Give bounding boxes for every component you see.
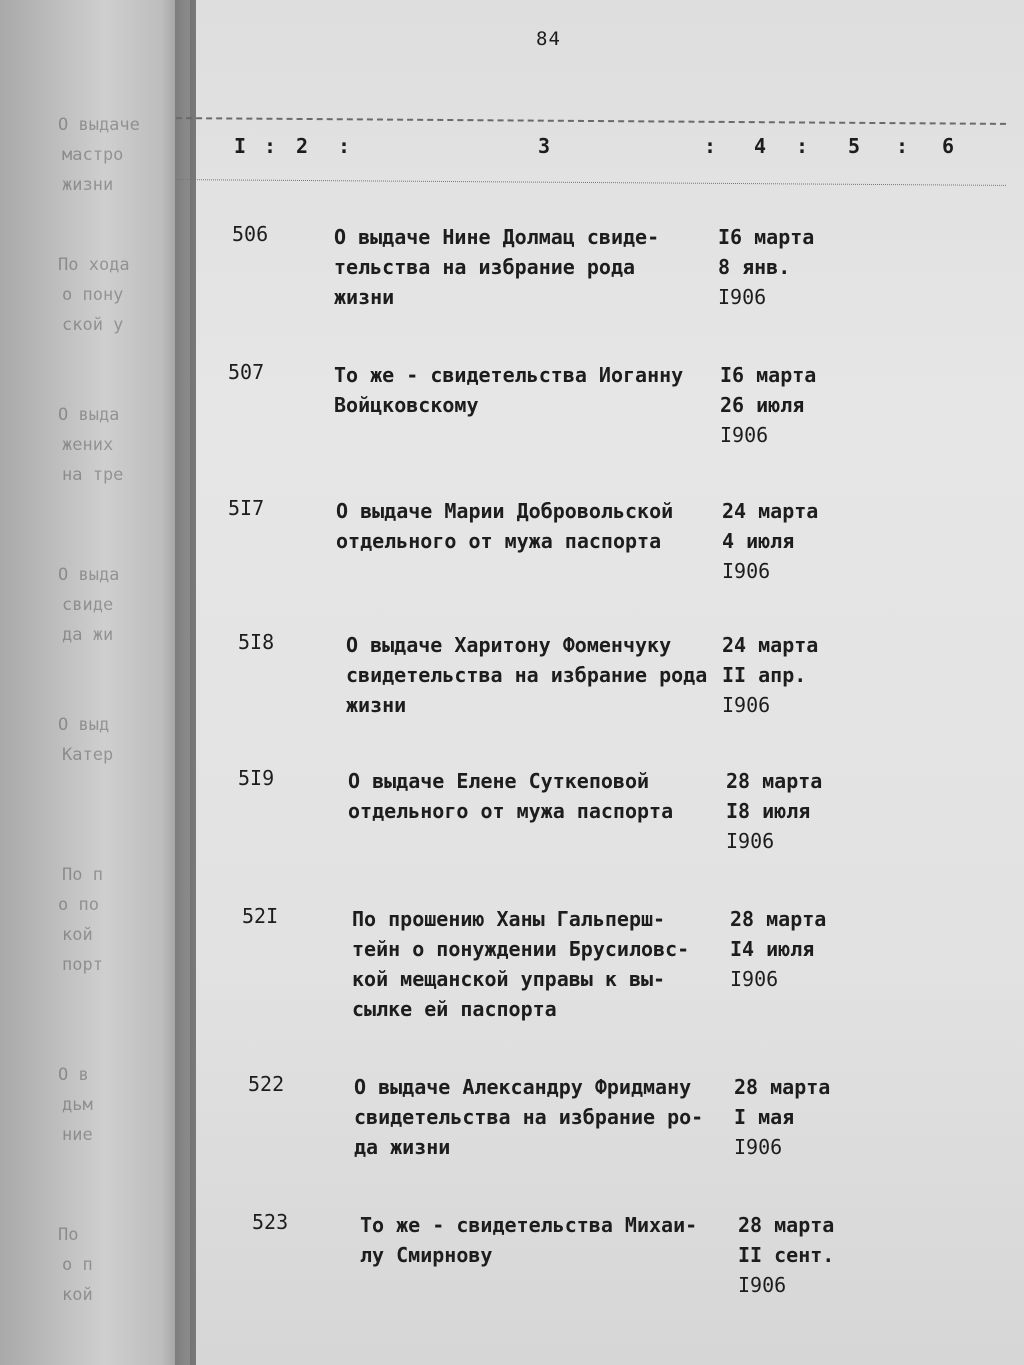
case-dates [718,222,858,312]
start-date: I6 марта [720,363,817,387]
start-date: 28 марта [730,907,827,931]
facing-page-text: По [58,1225,79,1245]
col-4-label: 4 [754,134,767,158]
case-dates [722,496,862,586]
col-6-label: 6 [942,134,955,158]
end-date: I4 июля [730,937,815,961]
case-number: 5I7 [228,496,265,520]
case-description: То же - свидетельства Иоганну Войцковскому [334,363,684,417]
case-description: По прошению Ханы Гальперш- тейн о понуждении Брусиловс- кой мещанской управы к вы- сылке ей паспорта [352,907,690,1021]
case-dates [722,630,862,720]
start-date: I6 марта [718,225,815,249]
facing-page-text: о пону [62,285,124,305]
facing-page-text: мастро [62,145,124,165]
end-date: 4 июля [722,529,795,553]
facing-page-text: свиде [62,595,114,615]
facing-page-text: О выд [58,715,110,735]
end-date: 26 июля [720,393,805,417]
case-number: 5I9 [238,766,275,790]
facing-page-text: жених [62,435,114,455]
col-5-label: 5 [848,134,861,158]
col-sep: : [796,134,809,158]
facing-page-text: ской у [62,315,124,335]
page-number: 84 [536,28,561,50]
col-sep: : [338,134,351,158]
case-dates [730,904,870,994]
facing-page-text: О выда [58,405,120,425]
case-number: 5I8 [238,630,275,654]
end-date: I8 июля [726,799,811,823]
facing-page-text: По п [62,865,103,885]
header-rule-bottom [176,179,1006,186]
facing-page-text: о по [58,895,99,915]
document-page [196,0,1024,1365]
facing-page-text: порт [62,955,103,975]
case-number: 507 [228,360,265,384]
year: I906 [734,1135,783,1159]
start-date: 28 марта [734,1075,831,1099]
case-number: 523 [252,1210,289,1234]
case-description: О выдаче Елене Суткеповой отдельного от мужа паспорта [348,769,674,823]
col-sep: : [896,134,909,158]
col-2-label: 2 [296,134,309,158]
col-sep: : [704,134,717,158]
facing-page-text: По хода [58,255,130,275]
year: I906 [718,285,767,309]
case-description: О выдаче Александру Фридману свидетельства на избрание ро- да жизни [354,1075,704,1159]
facing-page-text: Катер [62,745,114,765]
facing-page-text: кой [62,925,93,945]
header-rule-top [176,117,1006,125]
year: I906 [730,967,779,991]
facing-page [0,0,190,1365]
end-date: II апр. [722,663,807,687]
end-date: I мая [734,1105,795,1129]
year: I906 [726,829,775,853]
case-number: 506 [232,222,269,246]
end-date: 8 янв. [718,255,791,279]
facing-page-text: да жи [62,625,114,645]
facing-page-text: жизни [62,175,114,195]
col-sep: : [264,134,277,158]
year: I906 [738,1273,787,1297]
facing-page-text: на тре [62,465,124,485]
start-date: 24 марта [722,633,819,657]
case-dates [726,766,866,856]
year: I906 [722,693,771,717]
case-dates [720,360,860,450]
facing-page-text: О выда [58,565,120,585]
case-description: О выдаче Харитону Фоменчуку свидетельства на избрание рода жизни [346,633,708,717]
case-description: О выдаче Марии Добровольской отдельного от мужа паспорта [336,499,674,553]
facing-page-text: дьм [62,1095,93,1115]
start-date: 28 марта [726,769,823,793]
facing-page-text: О в [58,1065,89,1085]
facing-page-text: ние [62,1125,93,1145]
col-3-label: 3 [538,134,551,158]
case-number: 52I [242,904,279,928]
end-date: II сент. [738,1243,835,1267]
case-dates [738,1210,878,1300]
year: I906 [722,559,771,583]
start-date: 24 марта [722,499,819,523]
year: I906 [720,423,769,447]
case-description: То же - свидетельства Михаи- лу Смирнову [360,1213,698,1267]
facing-page-text: кой [62,1285,93,1305]
col-1-label: I [234,134,247,158]
start-date: 28 марта [738,1213,835,1237]
case-dates [734,1072,874,1162]
facing-page-text: о п [62,1255,93,1275]
facing-page-text: О выдаче [58,115,140,135]
case-description: О выдаче Нине Долмац свиде- тельства на избрание рода жизни [334,225,660,309]
case-number: 522 [248,1072,285,1096]
